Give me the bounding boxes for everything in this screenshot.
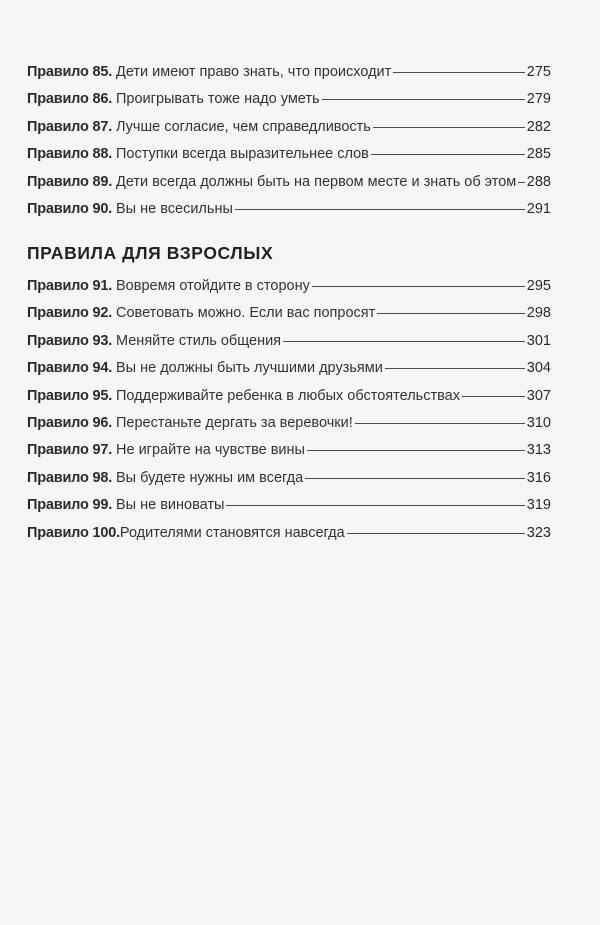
rule-title: Проигрывать тоже надо уметь [116,91,320,108]
page-number: 285 [526,146,551,163]
leader-line [322,99,525,100]
leader-line [283,341,525,342]
rule-title: Вы не виноваты [116,497,225,514]
toc-entry [27,469,551,496]
page-number: 282 [526,118,551,135]
toc-entry [27,90,551,117]
toc-entry [27,332,551,359]
rule-number: Правило 86. [27,91,113,108]
rule-title: Перестаньте дергать за веревочки! [116,414,353,431]
section-heading: ПРАВИЛА ДЛЯ ВЗРОСЛЫХ [27,243,274,263]
toc-entry [27,118,551,145]
leader-line [377,313,525,314]
rule-number: Правило 94. [27,360,113,377]
toc-entry [27,145,551,172]
rule-title: Советовать можно. Если вас попросят [116,305,376,322]
rule-number: Правило 95. [27,387,113,404]
leader-line [226,505,524,506]
rule-title: Лучше согласие, чем справедливость [116,118,371,135]
toc-entry [27,387,551,414]
rule-number: Правило 85. [27,64,113,80]
leader-line [235,209,525,210]
leader-line [355,423,525,424]
leader-line [373,127,525,128]
rule-title: Вы будете нужны им всегда [116,469,304,486]
page-number: 307 [526,387,551,404]
rule-title: Не играйте на чувстве вины [116,442,305,459]
toc-entry [27,304,551,331]
toc-entry [27,524,551,551]
leader-line [371,154,525,155]
leader-line [307,450,525,451]
toc-entry [27,173,551,200]
toc-list-adult-rules [27,277,551,551]
page-number: 295 [526,278,551,294]
toc-entry [27,359,551,386]
page-number: 310 [526,414,551,431]
rule-number: Правило 93. [27,332,113,349]
toc-entry [27,441,551,468]
rule-number: Правило 97. [27,442,113,459]
toc-entry [27,277,551,304]
rule-number: Правило 91. [27,278,113,294]
toc-entry [27,63,551,90]
rule-number: Правило 87. [27,118,113,135]
page-number: 316 [526,469,551,486]
rule-number: Правило 90. [27,200,113,217]
rule-title: Родителями становятся навсегда [119,524,345,541]
rule-title: Поддерживайте ребенка в любых обстоятельствах [116,387,460,404]
page-number: 323 [526,524,551,541]
page-number: 279 [526,91,551,108]
page-number: 313 [526,442,551,459]
rule-number: Правило 98. [27,469,113,486]
page-number: 319 [526,497,551,514]
rule-number: Правило 100. [27,524,120,541]
page-number: 275 [526,64,551,80]
rule-number: Правило 88. [27,146,113,163]
page-number: 288 [526,173,551,190]
leader-line [305,478,525,479]
rule-number: Правило 99. [27,497,113,514]
page-number: 304 [526,360,551,377]
page-number: 291 [526,200,551,217]
rule-number: Правило 92. [27,305,113,322]
rule-title: Вовремя отойдите в сторону [116,278,310,294]
leader-line [462,396,525,397]
toc-entry [27,414,551,441]
toc-list-children-rules [27,63,551,227]
leader-line [312,286,525,287]
page-number: 301 [526,332,551,349]
rule-title: Меняйте стиль общения [116,332,282,349]
leader-line [393,72,525,73]
page-number: 298 [526,305,551,322]
leader-line [347,533,525,534]
rule-title: Вы не должны быть лучшими друзьями [116,360,383,377]
leader-line [385,368,525,369]
rule-title: Поступки всегда выразительнее слов [116,146,369,163]
rule-title: Вы не всесильны [116,200,233,217]
toc-entry [27,200,551,227]
rule-number: Правило 96. [27,414,113,431]
rule-number: Правило 89. [27,173,113,190]
leader-line [518,182,525,183]
toc-entry [27,496,551,523]
rule-title: Дети имеют право знать, что происходит [116,64,392,80]
rule-title: Дети всегда должны быть на первом месте и знать об этом [116,173,517,190]
